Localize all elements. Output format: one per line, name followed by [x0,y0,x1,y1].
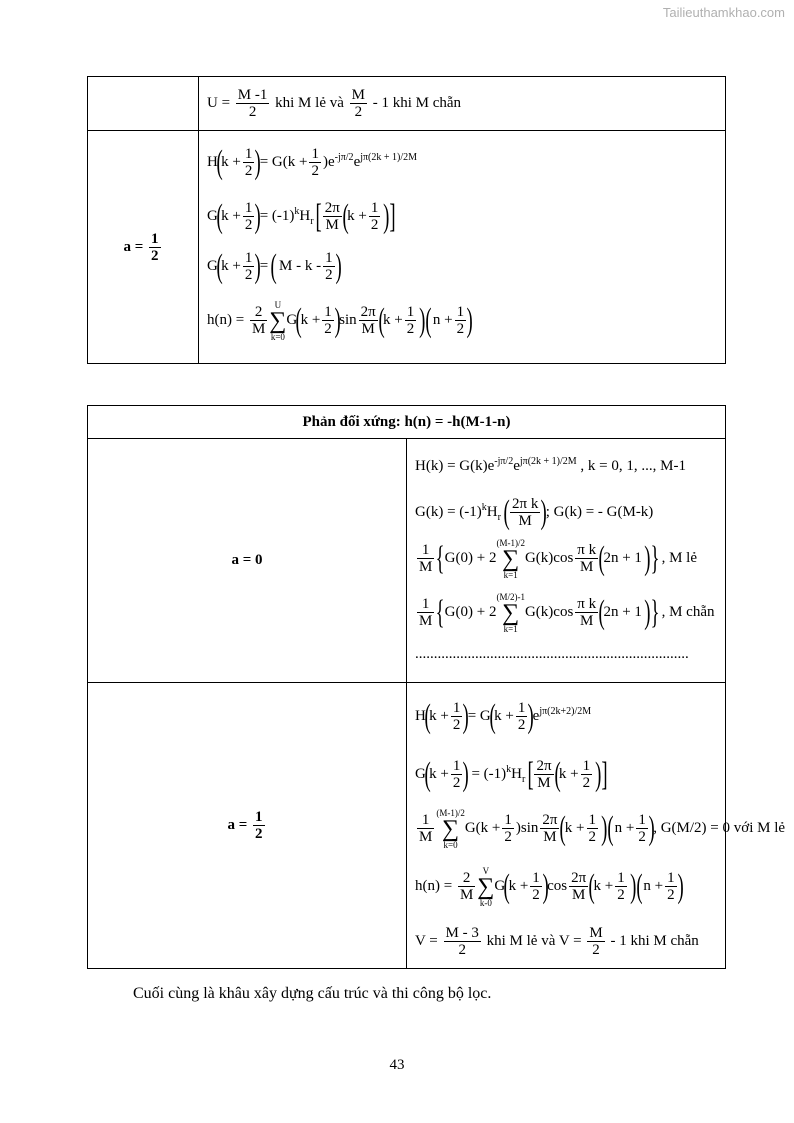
equation-3: $\frac{1}{M}$ (M-1)/2 ∑ k=0G(k + $\frac{1}{2}$ )sin $\frac{2\pi}{M}$ (k + $\frac{1}{2}$ )(n + $\frac{1}{2}$ ), G(M/2) = 0 với M lẻ [419,807,786,850]
equation-3: G(k + $\frac{1}{2}$ )= ( M - k - $\frac{1}{2}$ ) [207,247,342,285]
label-a-half: a = $\frac{1}{2}$ [88,131,199,364]
equation-3: $\frac{1}{M}$ {G(0) + 2(M-1)/2 ∑ k=1G(k)cos $\frac{\text{π k}}{M}$ (2n + 1)} , M lẻ [419,537,697,580]
equation-4: $\frac{1}{M}$ {G(0) + 2(M/2)-1 ∑ k=1G(k)cos $\frac{\text{π k}}{M}$ (2n + 1)} , M chẵn [419,591,715,634]
empty-label-cell [88,77,199,131]
ellipsis-line: ......................................................................... [415,646,689,662]
equation-1: $H(k) = G(k)e^{-j\pi/2}e^{j\pi(2k + 1)/2M}$ , k = 0, 1, ..., M-1 [415,456,686,474]
equation-4: h(n) = $\frac{2}{M}$ U ∑ k=0G(k + $\frac{1}{2}$ )sin $\frac{2\pi}{M}$ (k + $\frac{1}{2}$ )(n + $\frac{1}{2}$ ) [207,299,473,342]
v-definition: V = $\frac{M - 3}{2}$ khi M lẻ và V = $\frac{M}{2}$ - 1 khi M chẵn [415,925,699,959]
u-definition-cell: U = $\frac{M -1}{2}$ khi M lẻ và $\frac{M}{2}$ - 1 khi M chẵn [199,77,726,131]
equation-2: G(k + $\frac{1}{2}$ )= $(-1)^kH_r$ [ $\frac{2\pi}{M}$ (k + $\frac{1}{2}$ )] [207,197,396,235]
equation-1: H(k + $\frac{1}{2}$ )= G(k + $\frac{1}{2}$ )$e^{-j\pi/2}e^{j\pi(2k + 1)/2M}$ [207,143,418,181]
closing-paragraph: Cuối cùng là khâu xây dựng cấu trúc và thi công bộ lọc. [133,985,492,1002]
watermark: Tailieuthamkhao.com [662,5,785,20]
table-header: Phản đối xứng: h(n) = -h(M-1-n) [88,406,726,439]
filter-table-antisymmetric [87,405,786,969]
filter-table-symmetric [87,76,726,364]
equation-2: $G(k) = (-1)^kH_r$ ( $\frac{\text{2π k}}{M}$ ); G(k) = - G(M-k) [415,493,654,531]
page-number: 43 [389,1057,405,1073]
equations-a-half-antisym [407,683,786,969]
label-a-zero: a = 0 [88,439,407,683]
equation-4: h(n) = $\frac{2}{M}$ V ∑ k-0G(k + $\frac{1}{2}$ )cos $\frac{2\pi}{M}$ (k + $\frac{1}{2}$ )(n + $\frac{1}{2}$ ) [415,865,684,908]
equations-a-half [199,131,726,364]
equation-1: H(k + $\frac{1}{2}$ )= G(k + $\frac{1}{2}$ )$e^{j\pi(2k+2)/2M}$ [415,697,592,735]
label-a-half: a = $\frac{1}{2}$ [88,683,407,969]
equations-a-zero [407,439,726,683]
equation-2: G(k + $\frac{1}{2}$ ) = $(-1)^kH_r$ [ $\frac{2\pi}{M}$ (k + $\frac{1}{2}$ )] [415,755,608,793]
